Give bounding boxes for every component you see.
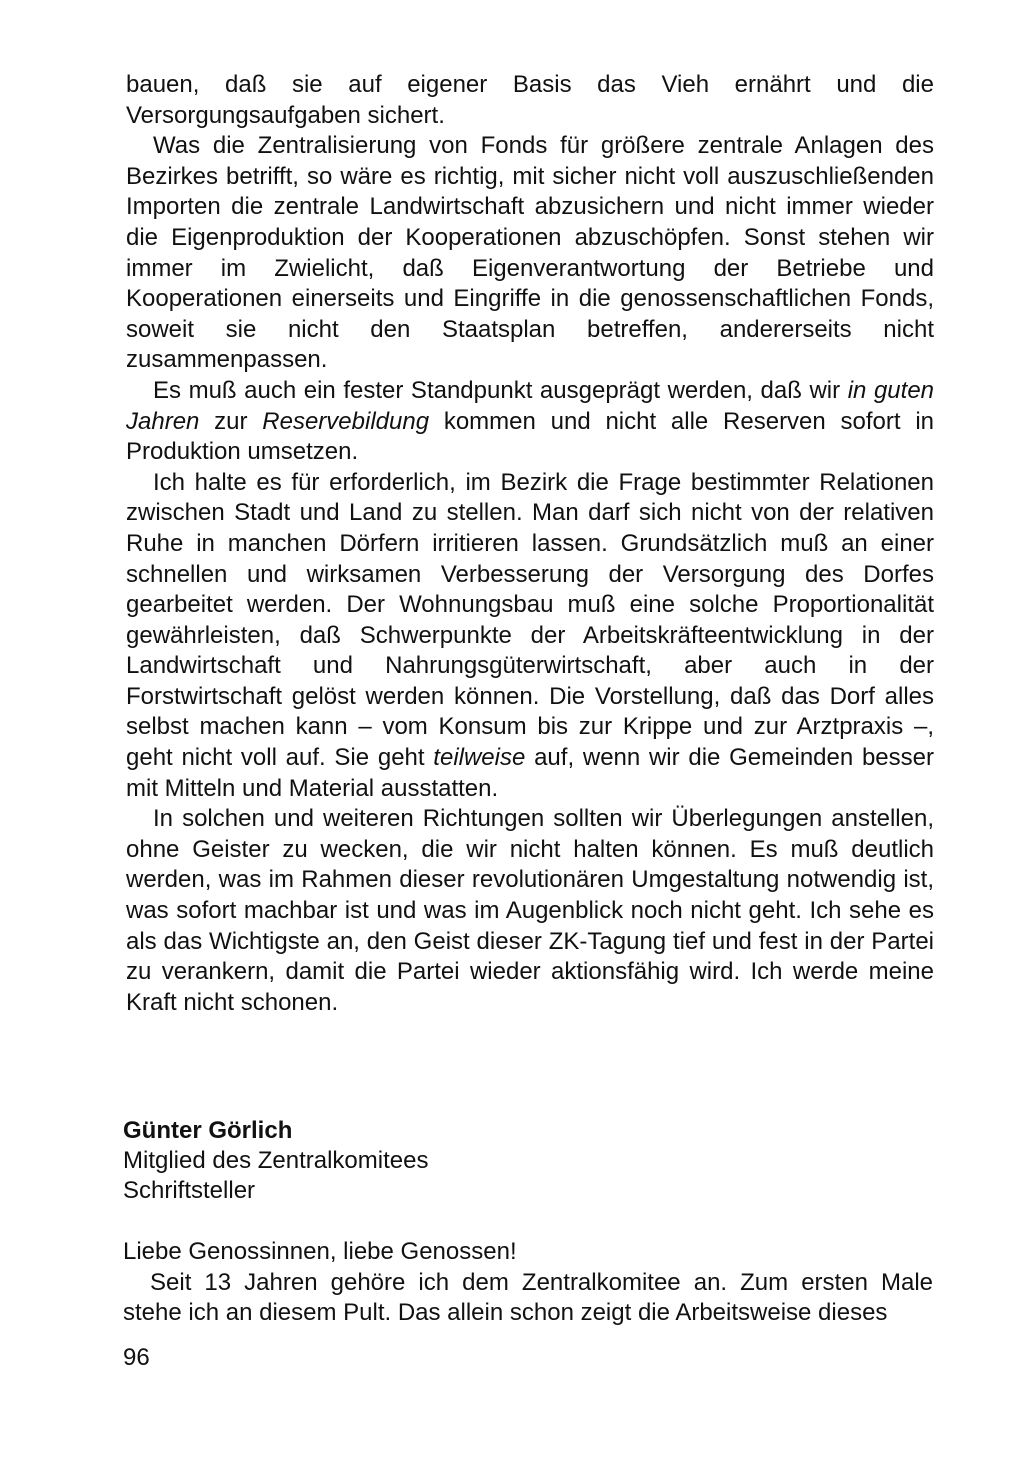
paragraph: [126, 131, 934, 376]
speaker-role: Mitglied des Zentralkomitees: [123, 1147, 429, 1174]
text-segment: In solchen und weiteren Richtungen sollten wir Überlegungen anstellen, ohne Geister zu wecken, die wir nicht halten können. Es muß deutlich werden, was im Rahmen dieser revolutionären Umgestaltung notwendig ist, was sofort machbar ist und was im Augenblick noch nicht geht. Ich sehe es als das Wichtigste an, den Geist dieser ZK-Tagung tief und fest in der Partei zu verankern, damit die Partei wieder aktionsfähig wird. Ich werde meine Kraft nicht schonen.: [126, 805, 934, 1016]
italic-text: in guten Jahren: [126, 376, 935, 435]
speech-opening: Seit 13 Jahren gehöre ich dem Zentralkomitee an. Zum ersten Male stehe ich an diesem Pult. Das allein schon zeigt die Arbeitsweise dieses: [123, 1268, 933, 1326]
text-segment: Es muß auch ein fester Standpunkt ausgeprägt werden, daß wir: [153, 376, 848, 404]
text-segment: bauen, daß sie auf eigener Basis das Vieh ernährt und die Versorgungsaufgaben sichert.: [126, 71, 934, 129]
text-segment: Ich halte es für erforderlich, im Bezirk die Frage bestimmter Relationen zwischen Stadt und Land zu stellen. Man darf sich nicht von der relativen Ruhe in manchen Dörfern irritieren lassen. Grundsätzlich muß an einer schnellen und wirksamen Verbesserung der Versorgung des Dorfes gearbeitet werden. Der Wohnungsbau muß eine solche Proportionalität gewährleisten, daß Schwerpunkte der Arbeitskräfteentwicklung in der Landwirtschaft und Nahrungsgüterwirtschaft, aber auch in der Forstwirtschaft gelöst werden können. Die Vorstellung, daß das Dorf alles selbst machen kann – vom Konsum bis zur Krippe und zur Arztpraxis –, geht nicht voll auf. Sie geht: [126, 468, 934, 772]
speech: [123, 1237, 933, 1329]
paragraph: [126, 804, 934, 1018]
paragraph: [126, 376, 934, 468]
body-text: [126, 70, 934, 1018]
italic-text: teilweise: [433, 744, 526, 772]
italic-text: Reservebildung: [262, 407, 430, 435]
text-segment: auf, wenn wir die Gemeinden besser mit Mitteln und Material ausstatten.: [126, 744, 934, 802]
speaker-name: Günter Görlich: [123, 1117, 293, 1144]
paragraph: [126, 70, 934, 131]
text-segment: zur: [199, 407, 263, 435]
paragraph: [126, 468, 934, 805]
text-segment: Was die Zentralisierung von Fonds für größere zentrale Anlagen des Bezirkes betrifft, so wäre es richtig, mit sicher nicht voll auszuschließenden Importen die zentrale Landwirtschaft abzusichern und nicht immer wieder die Eigenproduktion der Kooperationen abzuschöpfen. Sonst stehen wir immer im Zwielicht, daß Eigenverantwortung der Betriebe und Kooperationen einerseits und Eingriffe in die genossenschaftlichen Fonds, soweit sie nicht den Staatsplan betreffen, andererseits nicht zusammenpassen.: [126, 132, 934, 374]
speech-salutation: Liebe Genossinnen, liebe Genossen!: [123, 1238, 517, 1265]
page-number: 96: [123, 1344, 150, 1371]
text-segment: kommen und nicht alle Reserven sofort in Produktion umsetzen.: [126, 407, 934, 466]
speaker-profession: Schriftsteller: [123, 1177, 256, 1204]
speaker-block: [123, 1116, 933, 1206]
